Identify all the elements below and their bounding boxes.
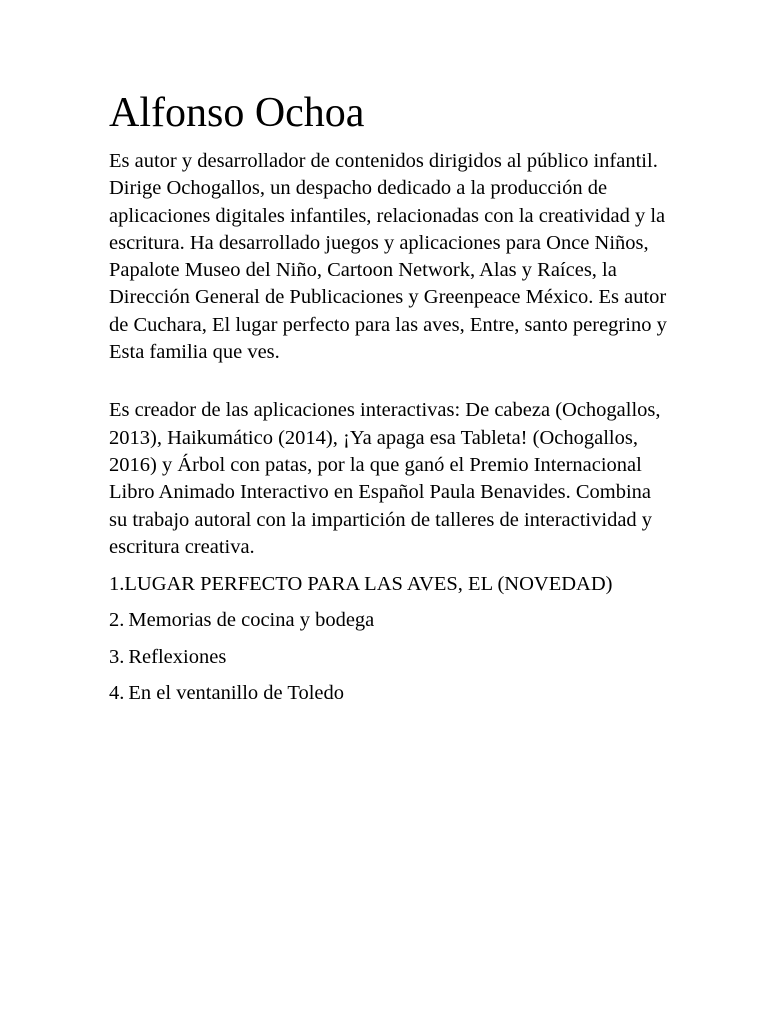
list-item-text: LUGAR PERFECTO PARA LAS AVES, EL (NOVEDAD) — [124, 573, 613, 596]
works-paragraph: Es creador de las aplicaciones interactivas: De cabeza (Ochogallos, 2013), Haikumático (2014), ¡Ya apaga esa Tableta! (Ochogallos, 2016) y Árbol con patas, por la que ganó el Premio Internacional Libro Animado Interactivo en Español Paula Benavides. Combina su trabajo autoral con la impartición de talleres de interactividad y escritura creativa. — [109, 399, 661, 558]
list-item-text: Reflexiones — [128, 645, 227, 668]
list-item — [109, 571, 669, 598]
list-item-number: 1. — [109, 573, 125, 596]
list-item-number: 3. — [109, 645, 125, 668]
list-item-text: En el ventanillo de Toledo — [128, 682, 345, 705]
list-item-number: 4. — [109, 682, 125, 705]
list-item — [109, 680, 669, 707]
list-item-number: 2. — [109, 609, 125, 632]
bio-paragraph: Es autor y desarrollador de contenidos dirigidos al público infantil. Dirige Ochogallos, un despacho dedicado a la producción de aplicaciones digitales infantiles, relacionadas con la creatividad y la escritura. Ha desarrollado juegos y aplicaciones para Once Niños, Papalote Museo del Niño, Cartoon Network, Alas y Raíces, la Dirección General de Publicaciones y Greenpeace México. Es autor de Cuchara, El lugar perfecto para las aves, Entre, santo peregrino y Esta familia que ves. — [109, 150, 667, 364]
list-item-text: Memorias de cocina y bodega — [128, 609, 375, 632]
book-list — [109, 571, 669, 707]
list-item — [109, 644, 669, 671]
page-title: Alfonso Ochoa — [109, 90, 365, 136]
list-item — [109, 607, 669, 634]
document-page — [109, 88, 669, 716]
